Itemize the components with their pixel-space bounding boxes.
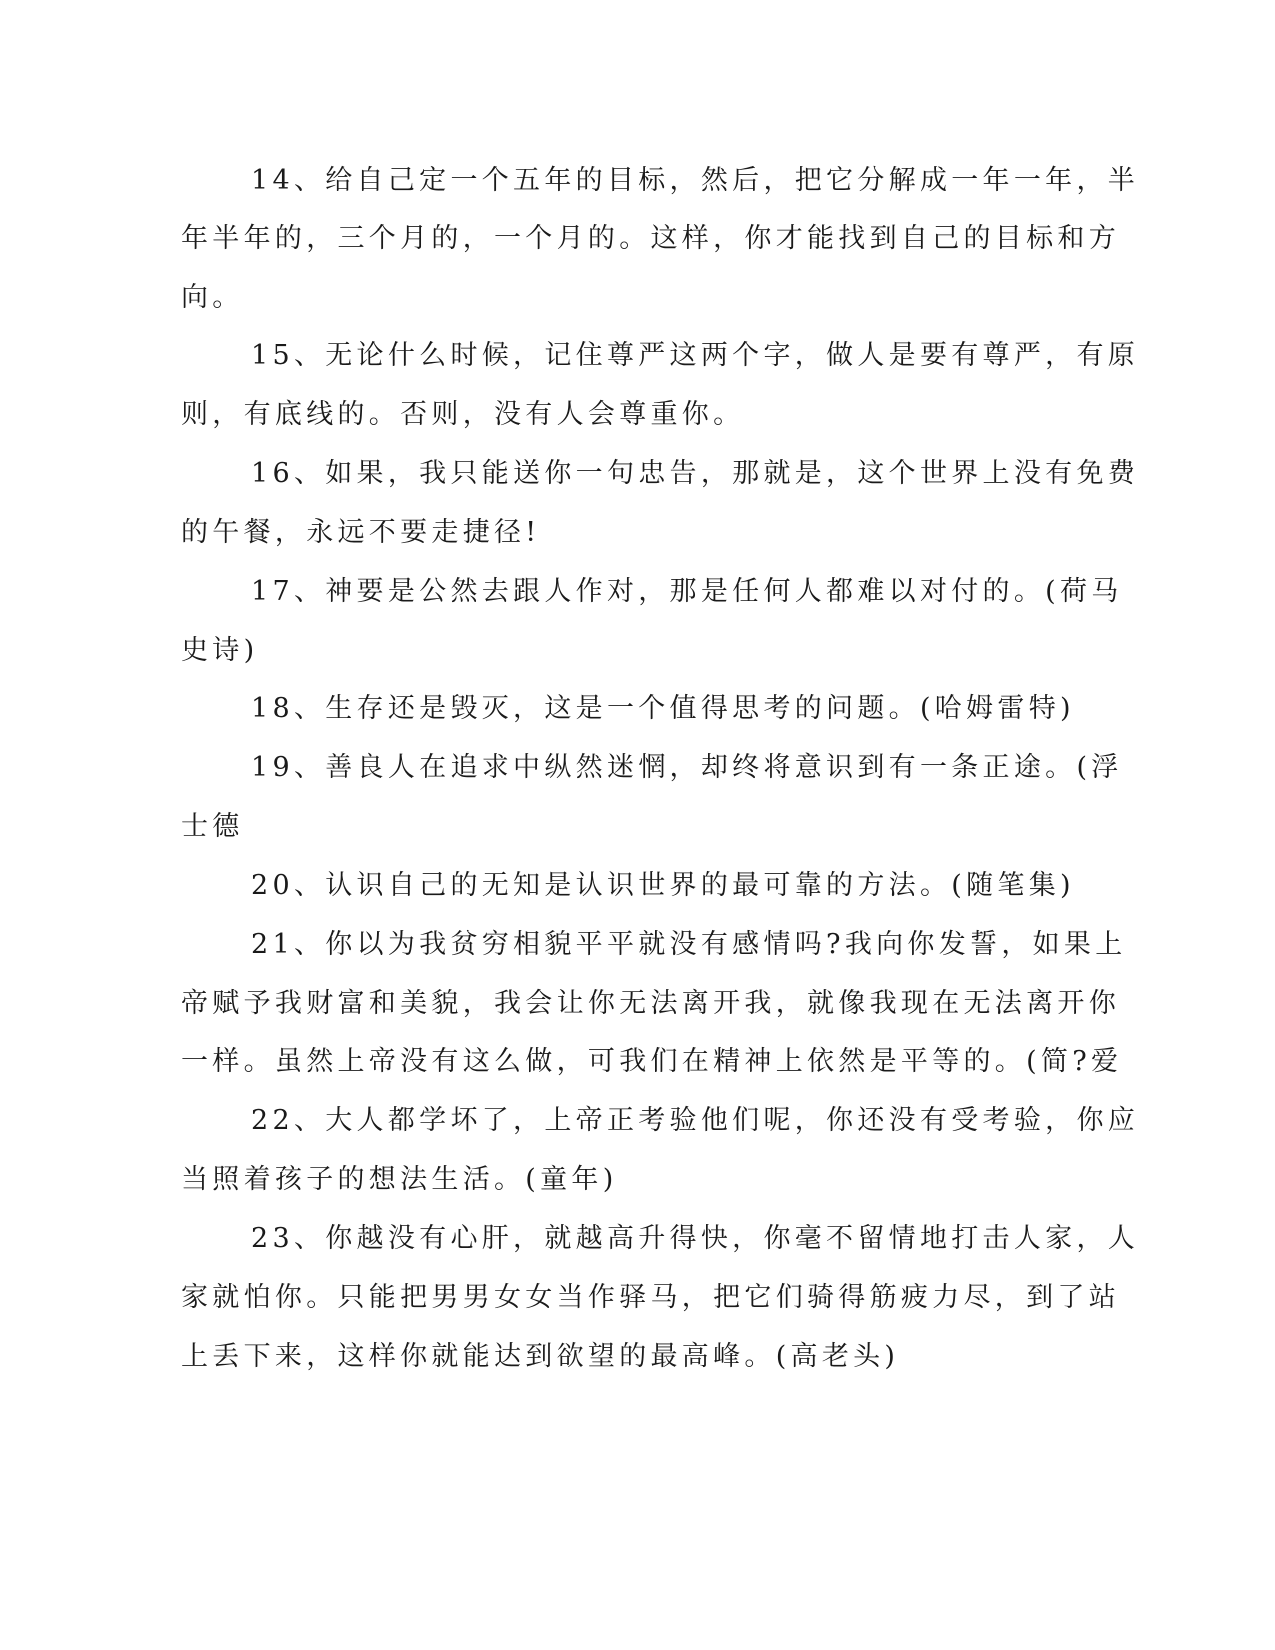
text-line: 22、大人都学坏了，上帝正考验他们呢，你还没有受考验，你应 — [251, 1105, 1140, 1136]
text-line: 年半年的，三个月的，一个月的。这样，你才能找到自己的目标和方 — [181, 223, 1120, 254]
text-line: 当照着孩子的想法生活。(童年) — [181, 1164, 618, 1195]
text-line: 士德 — [181, 811, 244, 842]
text-line: 史诗) — [181, 635, 259, 666]
text-line: 向。 — [181, 282, 244, 313]
text-line: 的午餐，永远不要走捷径! — [181, 517, 541, 548]
text-line: 一样。虽然上帝没有这么做，可我们在精神上依然是平等的。(简?爱 — [181, 1046, 1123, 1077]
text-line: 17、神要是公然去跟人作对，那是任何人都难以对付的。(荷马 — [251, 576, 1123, 607]
text-line: 18、生存还是毁灭，这是一个值得思考的问题。(哈姆雷特) — [251, 693, 1075, 724]
text-line: 则，有底线的。否则，没有人会尊重你。 — [181, 399, 745, 430]
text-line: 上丢下来，这样你就能达到欲望的最高峰。(高老头) — [181, 1341, 900, 1372]
text-line: 19、善良人在追求中纵然迷惘，却终将意识到有一条正途。(浮 — [251, 752, 1123, 783]
text-line: 23、你越没有心肝，就越高升得快，你毫不留情地打击人家，人 — [251, 1223, 1140, 1254]
text-line: 15、无论什么时候，记住尊严这两个字，做人是要有尊严，有原 — [251, 340, 1140, 371]
text-line: 帝赋予我财富和美貌，我会让你无法离开我，就像我现在无法离开你 — [181, 988, 1120, 1019]
text-line: 家就怕你。只能把男男女女当作驿马，把它们骑得筋疲力尽，到了站 — [181, 1282, 1120, 1313]
text-line: 21、你以为我贫穷相貌平平就没有感情吗?我向你发誓，如果上 — [251, 929, 1127, 960]
text-line: 20、认识自己的无知是认识世界的最可靠的方法。(随笔集) — [251, 870, 1075, 901]
text-line: 16、如果，我只能送你一句忠告，那就是，这个世界上没有免费 — [251, 458, 1140, 489]
text-line: 14、给自己定一个五年的目标，然后，把它分解成一年一年，半 — [251, 165, 1140, 196]
